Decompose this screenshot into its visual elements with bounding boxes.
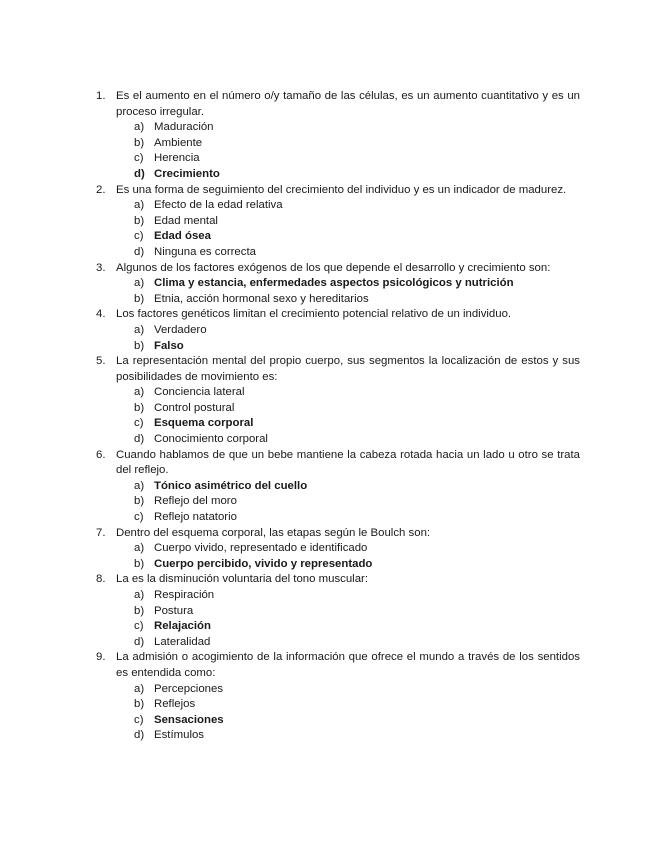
option-text: Estímulos <box>154 729 205 742</box>
question-text: La es la disminución voluntaria del tono muscular: <box>116 573 368 586</box>
option-text: Control postural <box>154 401 235 414</box>
option-text: Reflejo natatorio <box>154 511 237 524</box>
option-text: Relajación <box>154 620 211 633</box>
question-number: 8. <box>96 573 106 586</box>
question-number: 6. <box>96 448 106 461</box>
answer-option <box>116 323 580 339</box>
question-item <box>96 354 580 448</box>
option-letter: a) <box>134 386 145 399</box>
question-text: Es una forma de seguimiento del crecimiento del individuo y es un indicador de madurez. <box>116 183 567 196</box>
option-list <box>116 276 580 307</box>
answer-option <box>116 510 580 526</box>
option-text: Percepciones <box>154 682 224 695</box>
option-letter: b) <box>134 136 145 149</box>
option-text: Conocimiento corporal <box>154 433 268 446</box>
option-text: Ambiente <box>154 136 203 149</box>
option-letter: b) <box>134 495 145 508</box>
option-letter: b) <box>134 339 145 352</box>
answer-option <box>116 385 580 401</box>
answer-option <box>116 432 580 448</box>
option-text: Lateralidad <box>154 635 211 648</box>
option-text: Cuerpo percibido, vivido y representado <box>154 557 373 570</box>
question-text: Los factores genéticos limitan el crecimiento potencial relativo de un individuo. <box>116 308 512 321</box>
question-number: 1. <box>96 90 106 102</box>
answer-option <box>116 682 580 698</box>
answer-option <box>116 292 580 308</box>
answer-option <box>116 136 580 152</box>
option-letter: a) <box>134 121 145 134</box>
option-letter: b) <box>134 698 145 711</box>
answer-option <box>116 401 580 417</box>
correct-answer-option <box>116 416 580 432</box>
question-number: 3. <box>96 261 106 274</box>
option-text: Ninguna es correcta <box>154 245 256 258</box>
question-number: 7. <box>96 526 106 539</box>
correct-answer-option <box>116 557 580 573</box>
option-letter: c) <box>134 511 144 524</box>
option-text: Edad mental <box>154 214 218 227</box>
option-letter: b) <box>134 214 145 227</box>
question-text: La admisión o acogimiento de la información que ofrece el mundo a través de los sentidos es entendida como: <box>116 651 580 679</box>
option-text: Edad ósea <box>154 230 211 243</box>
option-letter: b) <box>134 557 145 570</box>
question-text: Es el aumento en el número o/y tamaño de las células, es un aumento cuantitativo y es un proceso irregular. <box>116 90 580 118</box>
option-text: Reflejos <box>154 698 196 711</box>
option-text: Verdadero <box>154 323 207 336</box>
option-letter: a) <box>134 479 145 492</box>
option-list <box>116 541 580 572</box>
answer-option <box>116 120 580 136</box>
option-letter: a) <box>134 323 145 336</box>
question-text: La representación mental del propio cuerpo, sus segmentos la localización de estos y sus posibilidades de movimiento es: <box>116 355 580 383</box>
answer-option <box>116 541 580 557</box>
correct-answer-option <box>116 167 580 183</box>
answer-option <box>116 151 580 167</box>
option-letter: a) <box>134 277 145 290</box>
option-letter: b) <box>134 401 145 414</box>
option-letter: c) <box>134 152 144 165</box>
option-letter: a) <box>134 542 145 555</box>
option-text: Reflejo del moro <box>154 495 237 508</box>
option-letter: c) <box>134 713 144 726</box>
option-text: Herencia <box>154 152 200 165</box>
question-number: 9. <box>96 651 106 664</box>
question-item <box>96 526 580 573</box>
option-text: Respiración <box>154 589 215 601</box>
option-text: Cuerpo vivido, representado e identificado <box>154 542 368 555</box>
question-item <box>96 89 580 183</box>
option-list <box>116 120 580 182</box>
question-item <box>96 650 580 744</box>
question-text: Cuando hablamos de que un bebe mantiene la cabeza rotada hacia un lado u otro se trata del reflejo. <box>116 448 580 477</box>
option-text: Efecto de la edad relativa <box>154 199 283 212</box>
option-text: Clima y estancia, enfermedades aspectos psicológicos y nutrición <box>154 277 514 290</box>
option-letter: d) <box>134 167 145 180</box>
option-letter: d) <box>134 245 145 258</box>
answer-option <box>116 494 580 510</box>
answer-option <box>116 245 580 261</box>
option-list <box>116 479 580 526</box>
correct-answer-option <box>116 479 580 495</box>
question-text: Dentro del esquema corporal, las etapas según le Boulch son: <box>116 526 431 539</box>
option-letter: b) <box>134 292 145 305</box>
option-list <box>116 588 580 650</box>
option-text: Sensaciones <box>154 713 224 726</box>
question-text: Algunos de los factores exógenos de los que depende el desarrollo y crecimiento son: <box>116 261 551 274</box>
option-letter: d) <box>134 729 145 742</box>
option-letter: c) <box>134 230 144 243</box>
option-text: Esquema corporal <box>154 417 254 430</box>
correct-answer-option <box>116 276 580 292</box>
option-letter: b) <box>134 604 145 617</box>
option-letter: d) <box>134 433 145 446</box>
option-list <box>116 323 580 354</box>
option-text: Crecimiento <box>154 167 220 180</box>
option-letter: c) <box>134 417 144 430</box>
answer-option <box>116 604 580 620</box>
correct-answer-option <box>116 713 580 729</box>
correct-answer-option <box>116 339 580 355</box>
question-list <box>96 89 580 744</box>
option-letter: d) <box>134 635 145 648</box>
option-text: Etnia, acción hormonal sexo y hereditarios <box>154 292 369 305</box>
answer-option <box>116 588 580 604</box>
option-text: Maduración <box>154 121 214 134</box>
question-number: 2. <box>96 183 106 196</box>
option-list <box>116 198 580 260</box>
option-text: Postura <box>154 604 194 617</box>
option-letter: c) <box>134 620 144 633</box>
option-letter: a) <box>134 682 145 695</box>
answer-option <box>116 198 580 214</box>
correct-answer-option <box>116 619 580 635</box>
option-text: Conciencia lateral <box>154 386 245 399</box>
question-number: 5. <box>96 355 106 368</box>
option-list <box>116 385 580 447</box>
correct-answer-option <box>116 229 580 245</box>
question-item <box>96 448 580 526</box>
question-item <box>96 572 580 650</box>
option-text: Falso <box>154 339 184 352</box>
question-item <box>96 307 580 354</box>
option-letter: a) <box>134 199 145 212</box>
question-item <box>96 261 580 308</box>
answer-option <box>116 697 580 713</box>
question-item <box>96 183 580 261</box>
answer-option <box>116 635 580 651</box>
answer-option <box>116 214 580 230</box>
option-list <box>116 682 580 744</box>
option-text: Tónico asimétrico del cuello <box>154 479 308 492</box>
answer-option <box>116 728 580 744</box>
question-number: 4. <box>96 308 106 321</box>
option-letter: a) <box>134 589 145 601</box>
